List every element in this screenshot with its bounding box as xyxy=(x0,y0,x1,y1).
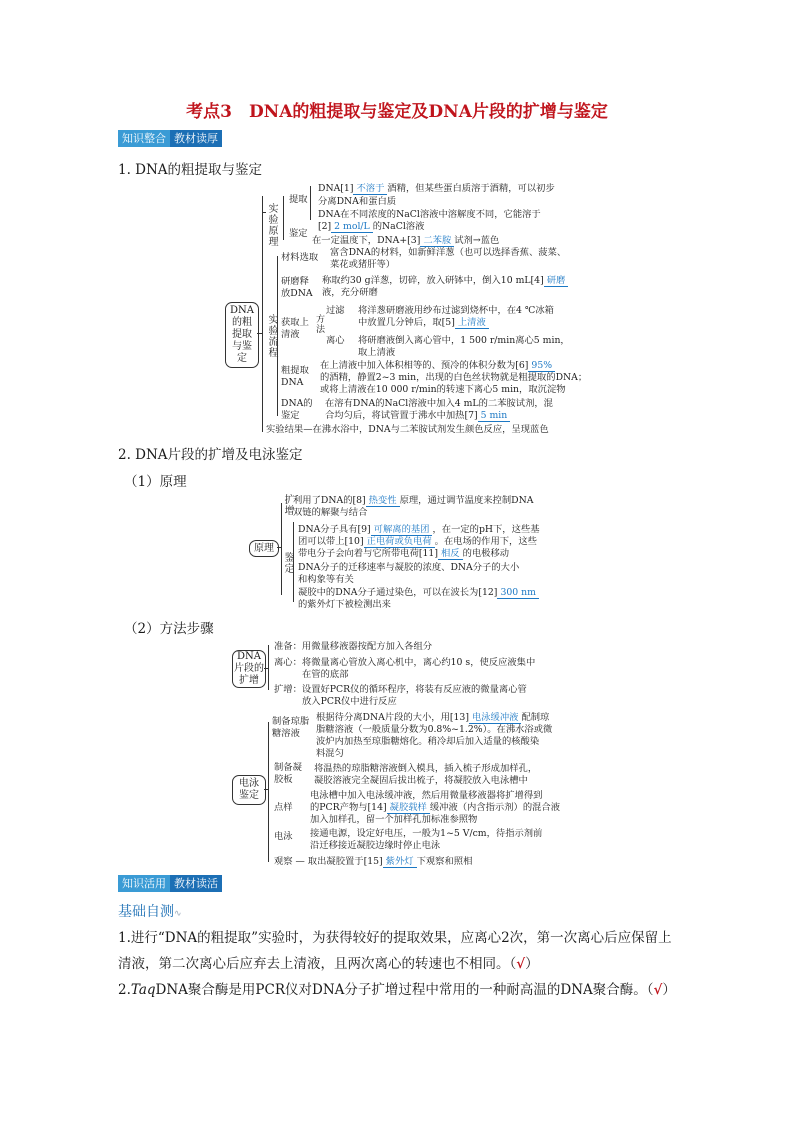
question-2: 2.TaqDNA聚合酶是用PCR仪对DNA分子扩增过程中常用的一种耐高温的DNA聚合酶。（√） xyxy=(118,982,676,998)
box-pcr: DNA片段的扩增 xyxy=(234,651,264,686)
label-flow: 实验流程 xyxy=(266,314,277,358)
heading-dna-extraction: 1. DNA的粗提取与鉴定 xyxy=(118,162,263,178)
question-1: 1.进行“DNA的粗提取”实验时，为获得较好的提取效果，应离心2次，第一次离心后应保留上清液，第二次离心后应弃去上清液，且两次离心的转速也不相同。（√） xyxy=(118,930,672,972)
box-electrophoresis: 电泳鉴定 xyxy=(232,775,266,805)
root-box-principle: 原理 xyxy=(249,540,279,557)
extract-text-2: DNA在不同浓度的NaCl溶液中溶解度不同，它能溶于 xyxy=(318,209,541,220)
extract-text-1: DNA[1] 不溶于 酒精，但某些蛋白质溶于酒精，可以初步 xyxy=(318,183,555,194)
experiment-result: 实验结果—在沸水浴中，DNA与二苯胺试剂发生颜色反应，呈现蓝色 xyxy=(266,424,549,435)
step-grind: 研磨释放DNA xyxy=(281,276,313,299)
step-dna-identify: DNA的鉴定 xyxy=(281,398,313,421)
amp-text: 利用了DNA的[8] 热变性 原理，通过调节温度来控制DNA xyxy=(293,495,534,506)
identify-text: 在一定温度下，DNA+[3] 二苯胺 试剂→蓝色 xyxy=(312,235,500,246)
basic-self-test-heading: 基础自测∿ xyxy=(118,904,182,920)
root-box-dna-extraction: DNA的粗提取与鉴定 xyxy=(225,302,259,368)
sub-heading-method: （2）方法步骤 xyxy=(124,621,214,637)
page-title: 考点3 DNA的粗提取与鉴定及DNA片段的扩增与鉴定 xyxy=(186,102,608,122)
label-identify: 鉴定 xyxy=(289,228,308,239)
heading-pcr: 2. DNA片段的扩增及电泳鉴定 xyxy=(118,447,303,463)
step-material: 材料选取 xyxy=(281,252,319,263)
label-extract: 提取 xyxy=(289,194,308,205)
section-badge-2: 知识活用 教材读活 xyxy=(118,875,222,892)
section-badge-1: 知识整合 教材读厚 xyxy=(118,130,222,147)
label-principle: 实验原理 xyxy=(266,203,277,247)
sub-heading-principle: （1）原理 xyxy=(124,474,187,490)
step-supernatant: 获取上清液 xyxy=(281,317,309,340)
step-crude-extract: 粗提取DNA xyxy=(281,365,309,388)
